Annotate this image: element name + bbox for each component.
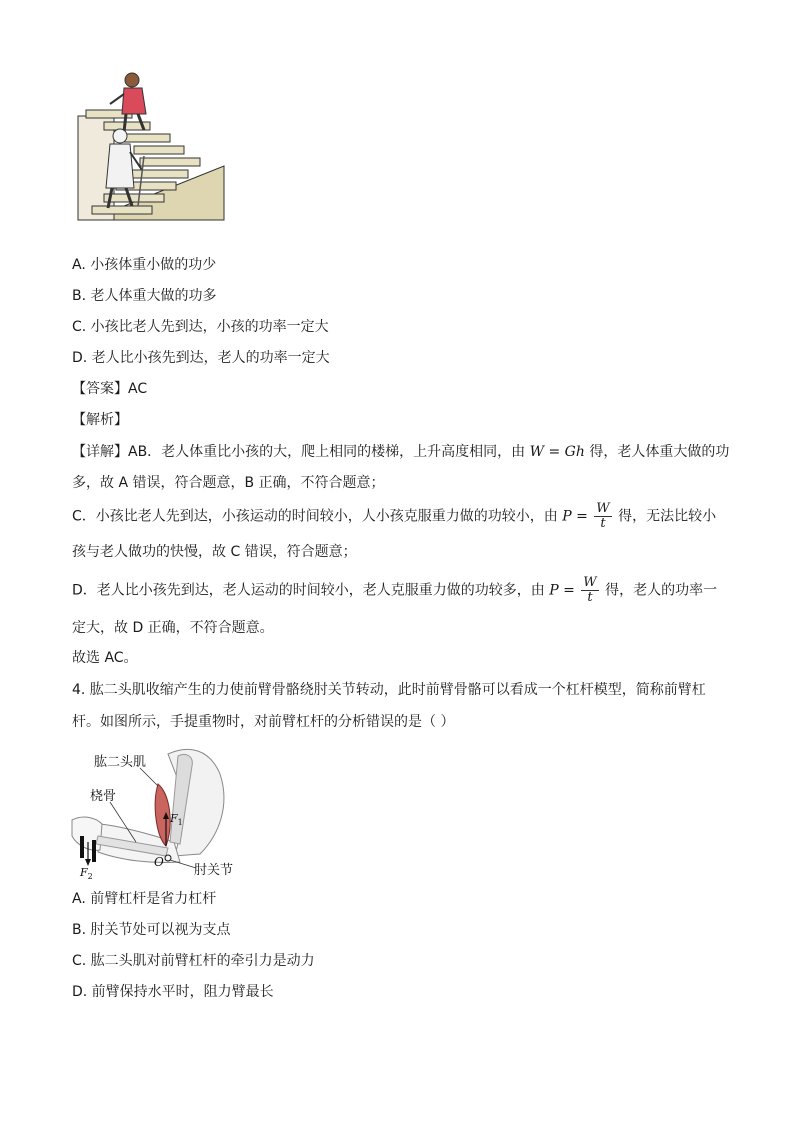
biceps-pointer bbox=[140, 768, 158, 786]
forearm-lever-diagram bbox=[70, 744, 250, 880]
detail-text: 【详解】AB．老人体重比小孩的大，爬上相同的楼梯，上升高度相同，由 bbox=[72, 444, 526, 460]
answer-line bbox=[72, 379, 147, 399]
detail-line-5 bbox=[72, 576, 717, 605]
formula-power: P = bbox=[562, 508, 588, 525]
detail-text: 得，老人的功率一 bbox=[605, 582, 718, 599]
q3-option-b[interactable]: B. 老人体重大做的功多 bbox=[72, 288, 217, 304]
label-f2: $F_2$ bbox=[80, 866, 93, 880]
detail-text: D．老人比小孩先到达，老人运动的时间较小，老人克服重力做的功较多，由 bbox=[72, 582, 545, 599]
q4-option-d[interactable]: D. 前臂保持水平时，阻力臂最长 bbox=[72, 984, 274, 1000]
formula-work: W = Gh bbox=[529, 444, 585, 460]
q3-option-d[interactable]: D. 老人比小孩先到达，老人的功率一定大 bbox=[72, 350, 330, 366]
q3-option-a[interactable]: A. 小孩体重小做的功少 bbox=[72, 257, 217, 273]
formula-power: P = bbox=[549, 582, 575, 599]
elbow-pointer bbox=[170, 860, 196, 868]
analysis-label: 【解析】 bbox=[72, 412, 128, 428]
detail-line-2: 多，故 A 错误，符合题意，B 正确，不符合题意； bbox=[72, 475, 385, 491]
detail-line-1 bbox=[72, 442, 729, 462]
q4-option-b[interactable]: B. 肘关节处可以视为支点 bbox=[72, 922, 231, 938]
label-elbow: 肘关节 bbox=[194, 863, 234, 878]
answer-value: AC bbox=[128, 381, 148, 397]
detail-line-6: 定大，故 D 正确，不符合题意。 bbox=[72, 620, 274, 636]
stairs-illustration bbox=[74, 70, 234, 230]
answer-label: 【答案】 bbox=[72, 381, 128, 397]
fraction-w-over-t: $\frac{W}{t}$ bbox=[583, 575, 597, 605]
detail-text: 得，无法比较小 bbox=[618, 508, 717, 525]
staircase bbox=[78, 110, 224, 220]
label-biceps: 肱二头肌 bbox=[94, 755, 147, 770]
conclusion: 故选 AC。 bbox=[72, 650, 138, 666]
label-radius: 桡骨 bbox=[90, 789, 117, 804]
q3-option-c[interactable]: C. 小孩比老人先到达，小孩的功率一定大 bbox=[72, 319, 329, 335]
detail-text: 得，老人体重大做的功 bbox=[589, 444, 730, 460]
q4-stem-line-1: 4. 肱二头肌收缩产生的力使前臂骨骼绕肘关节转动，此时前臂骨骼可以看成一个杠杆模型，简称前臂杠 bbox=[72, 682, 706, 698]
detail-text: C．小孩比老人先到达，小孩运动的时间较小，人小孩克服重力做的功较小，由 bbox=[72, 508, 558, 525]
q4-option-c[interactable]: C. 肱二头肌对前臂杠杆的牵引力是动力 bbox=[72, 953, 315, 969]
fraction-w-over-t: $\frac{W}{t}$ bbox=[596, 501, 610, 531]
q4-option-a[interactable]: A. 前臂杠杆是省力杠杆 bbox=[72, 891, 217, 907]
label-o: O bbox=[154, 855, 164, 869]
q4-stem-line-2: 杆。如图所示，手提重物时，对前臂杠杆的分析错误的是（ ） bbox=[72, 714, 455, 730]
label-f1: $F_1$ bbox=[170, 812, 183, 827]
detail-line-4: 孩与老人做功的快慢，故 C 错误，符合题意； bbox=[72, 544, 357, 560]
detail-line-3 bbox=[72, 502, 716, 531]
